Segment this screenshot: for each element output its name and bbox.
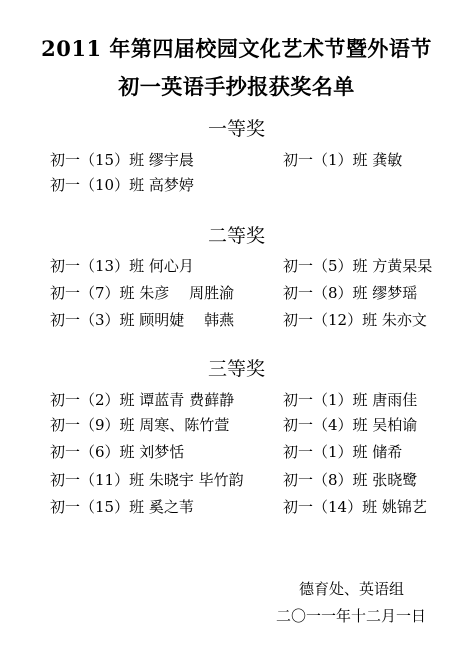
third-prize-entry: 初一（11）班 朱晓宇 毕竹韵 <box>50 471 244 489</box>
third-prize-entry: 初一（2）班 谭蓝青 费藓静 <box>50 391 235 409</box>
third-prize-heading: 三等奖 <box>207 358 265 380</box>
second-prize-entry: 初一（5）班 方黄杲杲 <box>283 257 433 275</box>
document-title: 2011 年第四届校园文化艺术节暨外语节 <box>41 36 432 61</box>
second-prize-entry: 初一（7）班 朱彦 周胜渝 <box>50 284 235 302</box>
second-prize-entry: 初一（13）班 何心月 <box>50 257 194 275</box>
third-prize-entry: 初一（8）班 张晓鹭 <box>283 471 418 489</box>
second-prize-entry: 初一（3）班 顾明婕 韩燕 <box>50 311 235 329</box>
document-subtitle: 初一英语手抄报获奖名单 <box>118 74 355 99</box>
third-prize-entry: 初一（4）班 吴柏谕 <box>283 416 418 434</box>
third-prize-entry: 初一（15）班 奚之苇 <box>50 498 194 516</box>
third-prize-entry: 初一（6）班 刘梦恬 <box>50 443 185 461</box>
second-prize-heading: 二等奖 <box>207 225 265 247</box>
third-prize-entry: 初一（14）班 姚锦艺 <box>283 498 427 516</box>
first-prize-heading: 一等奖 <box>207 118 265 140</box>
third-prize-entry: 初一（1）班 唐雨佳 <box>283 391 418 409</box>
third-prize-entry: 初一（1）班 储希 <box>283 443 403 461</box>
second-prize-entry: 初一（8）班 缪梦瑶 <box>283 284 418 302</box>
first-prize-entry: 初一（10）班 高梦婷 <box>50 176 194 194</box>
second-prize-entry: 初一（12）班 朱亦文 <box>283 311 427 329</box>
issue-date: 二〇一一年十二月一日 <box>276 607 427 625</box>
issuing-department: 德育处、英语组 <box>299 580 405 598</box>
first-prize-entry: 初一（15）班 缪宇晨 <box>50 151 194 169</box>
first-prize-entry: 初一（1）班 龚敏 <box>283 151 403 169</box>
third-prize-entry: 初一（9）班 周寒、陈竹萱 <box>50 416 230 434</box>
